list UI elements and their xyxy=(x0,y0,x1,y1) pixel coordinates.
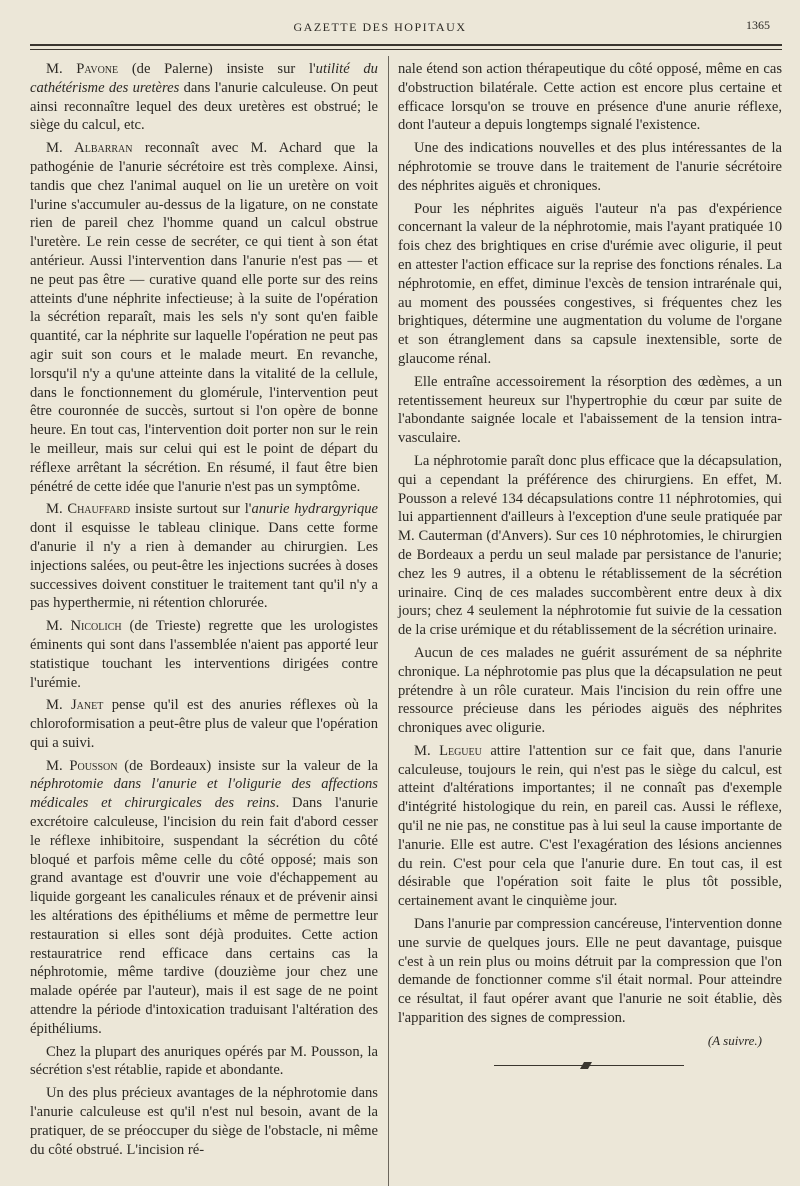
paragraph-legueu: M. Legueu attire l'attention sur ce fait que, dans l'anurie calculeuse, toujours le rein, qui n'est pas le siège du calcul, est atteint d'altérations importantes; il ne connaît pas d'exemple d'intégrité histologique du rein, en pareil cas. Aussi le réflexe, qu'il ne nie pas, ne constitue pas à lui seul la cause importante de l'anurie. Elle est autre. C'est l'exagération des lésions anciennes du rein. C'est pour cela que l'anurie dure. En tout cas, il est désirable que l'opération soit faite le plus tôt possible, certainement avant le cinquième jour. xyxy=(398,742,782,910)
page-number: 1365 xyxy=(746,18,770,32)
topic-title: anurie hydrargyrique xyxy=(251,501,379,518)
paragraph-pousson: M. Pousson (de Bordeaux) insiste sur la valeur de la néphrotomie dans l'anurie et l'oligurie des affections médicales et chirurgicales des reins. Dans l'anurie excrétoire calculeuse, l'incision du rein fait d'abord cesser le réflexe inhibitoire, suspendant la sécrétion du côté bloqué et parfois même celle du côté opposé; mais son grand avantage est d'ouvrir une voie d'échappement au liquide gorgeant les canalicules rénaux et de prévenir ainsi les altérations des épithéliums et même de permettre leur restauration si elles sont déjà produites. Cette action restauratrice rend efficace dans certains cas la néphrotomie, même tardive (douzième jour chez une malade opérée par l'auteur), mais il est sage de ne point attendre la période d'intoxication traduisant l'altération des épithéliums. xyxy=(30,757,378,1037)
paragraph-janet: M. Janet pense qu'il est des anuries réflexes où la chloroformisation a peut-être plus de valeur que l'opération qui a suivi. xyxy=(30,697,378,751)
paragraph-indications: Une des indications nouvelles et des plus intéressantes de la néphrotomie se trouve dans le traitement de l'anurie sécrétoire des néphrites aiguës et chroniques. xyxy=(398,140,782,194)
paragraph-oedema: Elle entraîne accessoirement la résorption des œdèmes, a un retentissement heureux sur l'hypertrophie du cœur par suite de l'abondante saignée locale et l'abaissement de la tension intra-vasculaire. xyxy=(398,373,782,447)
topic-title: néphrotomie dans l'anurie et l'oligurie des affections médicales et chirurgicales des reins xyxy=(30,776,378,812)
paragraph-acute-nephritis: Pour les néphrites aiguës l'auteur n'a pas d'expérience concernant la valeur de la néphrotomie, mais l'ayant pratiquée 10 fois chez des brightiques en crise d'urémie avec oligurie, il peut en attester l'action efficace sur la reprise des fonctions rénales. La néphrotomie, en effet, diminue l'excès de tension intrarénale qui, au moment des poussées congestives, si fréquentes chez les brightiques, détermine une augmentation du volume de l'organe et son étranglement dans sa capsule inextensible, sorte de glaucome rénal. xyxy=(398,200,782,367)
header-rule-thin xyxy=(30,49,782,50)
paragraph-pousson-results: Chez la plupart des anuriques opérés par M. Pousson, la sécrétion s'est rétablie, rapide et abondante. xyxy=(30,1043,378,1079)
paragraph-chauffard: M. Chauffard insiste surtout sur l'anurie hydrargyrique dont il esquisse le tableau clinique. Dans cette forme d'anurie il n'y a rien à demander au chirurgien. Les injections salées, ou peut-être les injections sucrées à doses successives doivent constituer le traitement tant qu'il n'y a pas hyperthermie, ni rétention chlorurée. xyxy=(30,501,379,612)
running-title: GAZETTE DES HOPITAUX xyxy=(293,20,467,34)
speaker-name: M. Pavone xyxy=(46,61,119,77)
left-column xyxy=(30,60,378,1163)
paragraph-albarran: M. Albarran reconnaît avec M. Achard que la pathogénie de l'anurie sécrétoire est très complexe. Ainsi, tandis que chez l'animal auquel on lie un uretère on voit l'urine s'accumuler au-dessus de la ligature, on ne constate rien de pareil chez l'homme quand un calcul obstrue l'uretère. Le rein cesse de secréter, ce qui tient à son état antérieur. Aussi l'intervention dans l'anurie n'est pas — et ne peut pas être — curative quand elle porte sur des reins atteints d'une néphrite infectieuse; à la suite de l'opération la sécrétion reparaît, mais les sels n'y sont qu'en faible quantité, car la néphrite sur laquelle l'opération ne peut pas agir suit son cours et le malade meurt. En revanche, lorsqu'il n'y a qu'une atteinte dans la vitalité de la cellule, dans le fonctionnement du glomérule, l'intervention peut être couronnée de succès, surtout si l'on opère de bonne heure. En tout cas, l'intervention doit porter non sur le rein le meilleur, mais sur celui qui est le point de départ du réflexe arrêtant la sécrétion. En résumé, il faut être bien pénétré de cette idée que l'anurie n'est pas un symptôme. xyxy=(30,140,378,495)
ornament-diamond xyxy=(580,1062,592,1069)
paragraph-nephrotomy-advantages: Un des plus précieux avantages de la néphrotomie dans l'anurie calculeuse est qu'il n'est nul besoin, avant de la pratiquer, de se préoccuper du siège de l'obstacle, ni même du côté obstrué. L'incision ré- xyxy=(30,1085,378,1158)
paragraph-nicolich: M. Nicolich (de Trieste) regrette que les urologistes éminents qui sont dans l'assemblée n'aient pas apporté leur statistique touchant les interventions dirigées contre l'urémie. xyxy=(30,618,379,691)
paragraph-pavone: M. Pavone (de Palerne) insiste sur l'utilité du cathétérisme des uretères dans l'anurie calculeuse. On peut ainsi reconnaître lequel des deux uretères est obstrué; le siège du calcul, etc. xyxy=(30,61,378,134)
speaker-name: M. Nicolich xyxy=(46,618,122,635)
speaker-name: M. Legueu xyxy=(414,742,482,759)
speaker-name: M. Janet xyxy=(46,697,104,714)
speaker-name: M. Albarran xyxy=(46,140,133,157)
end-ornament xyxy=(398,1059,782,1073)
speaker-name: M. Chauffard xyxy=(46,501,131,518)
paragraph-chronic-nephritis: Aucun de ces malades ne guérit assurément de sa néphrite chronique. La néphrotomie pas plus que la décapsulation ne peut prétendre à un rôle curateur. Mais l'incision du rein offre une ressource précieuse dans les périodes aiguës des néphrites chroniques avec oligurie. xyxy=(398,644,782,737)
header-rule-thick xyxy=(30,44,782,46)
paragraph-continuation: nale étend son action thérapeutique du côté opposé, même en cas d'obstruction bilatérale. Cette action est encore plus certaine et efficace lorsqu'on se trouve en présence d'une anurie réflexe, dont l'auteur a depuis longtemps signalé l'existence. xyxy=(398,61,782,134)
paragraph-decapsulation: La néphrotomie paraît donc plus efficace que la décapsulation, qui a cependant la préférence des chirurgiens. En effet, M. Pousson a relevé 134 décapsulations contre 11 néphrotomies, qui lui appartiennent d'ailleurs à l'exception d'une seule pratiquée par M. Cauterman (d'Anvers). Sur ces 10 néphrotomies, le chirurgien de Bordeaux a perdu un seul malade par persistance de l'anurie; chez les 9 autres, il a obtenu le rétablissement de la sécrétion urinaire. Cinq de ces malades succombèrent entre deux à dix jours; chez 4 seulement la néphrotomie fut suivie de la cessation de la crise urémique et du rétablissement de la sécrétion urinaire. xyxy=(398,452,782,639)
to-be-continued: (A suivre.) xyxy=(707,1032,762,1048)
topic-title: utilité du cathétérisme des uretères xyxy=(30,61,378,96)
paragraph-cancer-compression: Dans l'anurie par compression cancéreuse, l'intervention donne une survie de quelques jours. Elle ne peut davantage, puisque c'est à un rein plus ou moins détruit par la compression que l'on demande de fonctionner comme s'il était normal. Pour atteindre ce résultat, il faut opérer avant que l'anurie ne soit établie, dès l'apparition des signes de compression. xyxy=(398,916,782,1027)
right-column xyxy=(398,60,782,1073)
speaker-name: M. Pousson xyxy=(46,757,118,774)
column-divider xyxy=(388,56,389,1186)
